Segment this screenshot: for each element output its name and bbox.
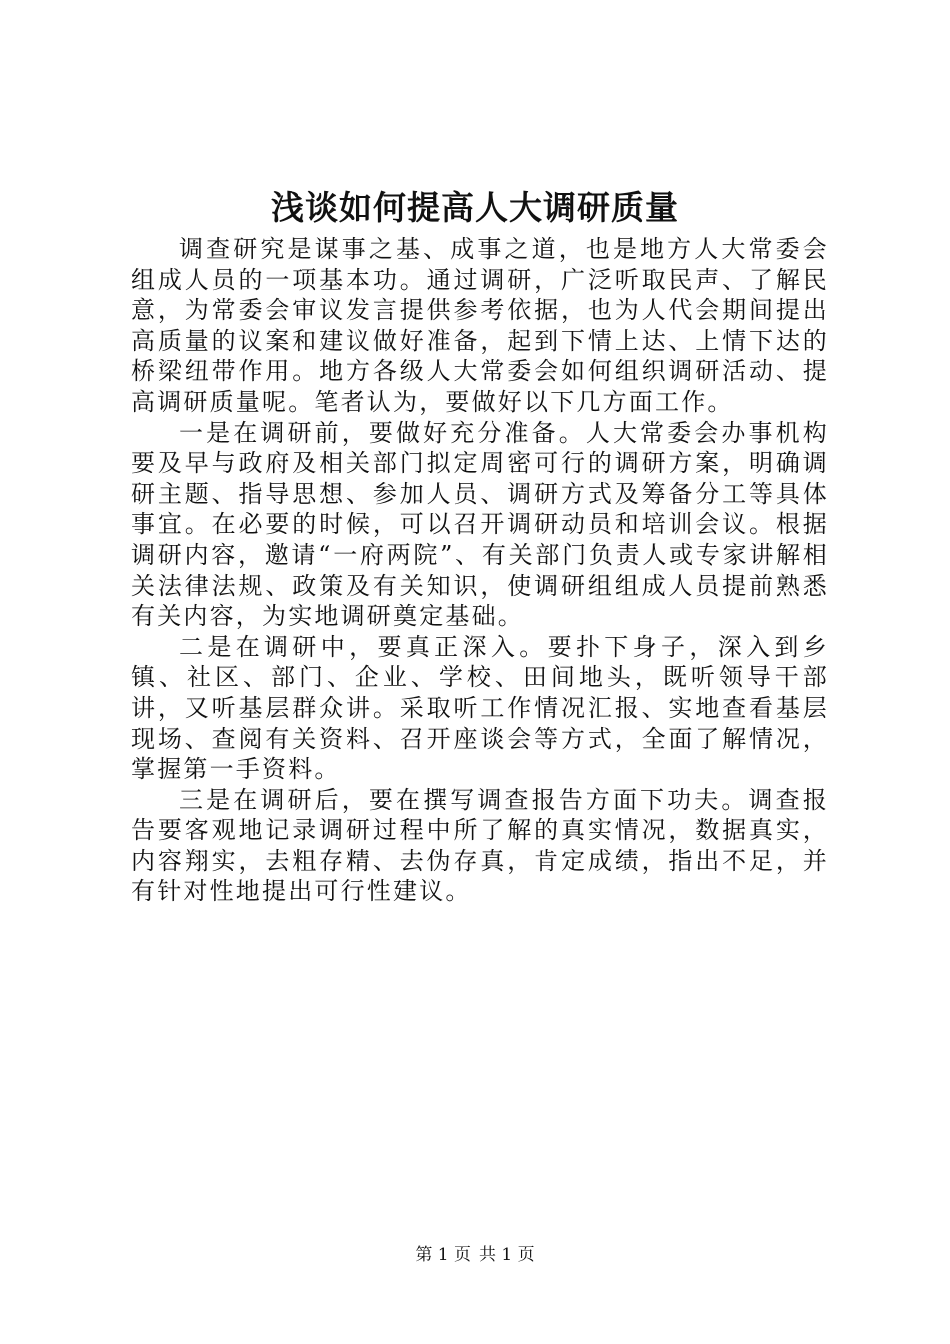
page-total: 共 1 页 (479, 1245, 535, 1265)
paragraph-during-research: 二是在调研中，要真正深入。要扑下身子，深入到乡镇、社区、部门、企业、学校、田间地头，既听领导干部讲，又听基层群众讲。采取听工作情况汇报、实地查看基层现场、查阅有关资料、召开座谈会等方式，全面了解情况，掌握第一手资料。 (131, 632, 829, 784)
paragraph-before-research: 一是在调研前，要做好充分准备。人大常委会办事机构要及早与政府及相关部门拟定周密可行的调研方案，明确调研主题、指导思想、参加人员、调研方式及筹备分工等具体事宜。在必要的时候，可以召开调研动员和培训会议。根据调研内容，邀请“一府两院”、有关部门负责人或专家讲解相关法律法规、政策及有关知识，使调研组组成人员提前熟悉有关内容，为实地调研奠定基础。 (131, 418, 829, 631)
paragraph-intro: 调查研究是谋事之基、成事之道，也是地方人大常委会组成人员的一项基本功。通过调研，广泛听取民声、了解民意，为常委会审议发言提供参考依据，也为人代会期间提出高质量的议案和建议做好准备，起到下情上达、上情下达的桥梁纽带作用。地方各级人大常委会如何组织调研活动、提高调研质量呢。笔者认为，要做好以下几方面工作。 (131, 235, 829, 416)
page-footer (0, 1244, 950, 1266)
paragraph-after-research: 三是在调研后，要在撰写调查报告方面下功夫。调查报告要客观地记录调研过程中所了解的真实情况，数据真实，内容翔实，去粗存精、去伪存真，肯定成绩，指出不足，并有针对性地提出可行性建议。 (131, 785, 829, 906)
document-body (131, 234, 829, 907)
document-title: 浅谈如何提高人大调研质量 (271, 188, 679, 227)
page-number: 第 1 页 (415, 1245, 471, 1265)
